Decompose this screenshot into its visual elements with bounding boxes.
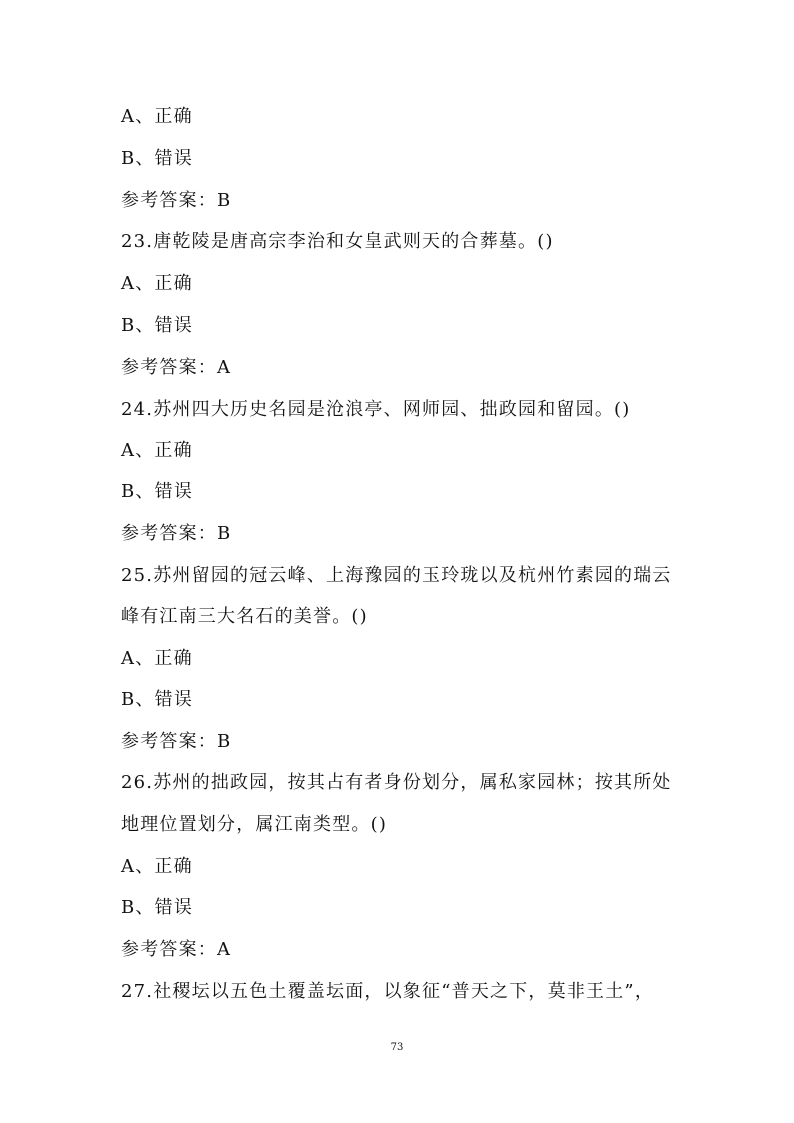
option-a: A、正确 <box>121 106 193 127</box>
page-number: 73 <box>390 1042 404 1053</box>
question-24: 24.苏州四大历史名园是沧浪亭、网师园、拙政园和留园。() <box>121 399 631 420</box>
question-27-line1: 27.社稷坛以五色土覆盖坛面，以象征“普天之下，莫非王土”， <box>121 981 655 1002</box>
answer-line: 参考答案：B <box>121 731 232 752</box>
answer-line: 参考答案：B <box>121 523 232 544</box>
answer-line: 参考答案：B <box>121 190 232 211</box>
option-a: A、正确 <box>121 440 193 461</box>
option-a: A、正确 <box>121 856 193 877</box>
option-b: B、错误 <box>121 315 194 336</box>
option-a: A、正确 <box>121 648 193 669</box>
option-b: B、错误 <box>121 481 194 502</box>
answer-line: 参考答案：A <box>121 357 232 378</box>
option-b: B、错误 <box>121 897 194 918</box>
question-25-line2: 峰有江南三大名石的美誉。() <box>121 606 368 627</box>
question-25-line1: 25.苏州留园的冠云峰、上海豫园的玉玲珑以及杭州竹素园的瑞云 <box>121 565 672 586</box>
answer-line: 参考答案：A <box>121 939 232 960</box>
option-b: B、错误 <box>121 148 194 169</box>
question-26-line1: 26.苏州的拙政园，按其占有者身份划分，属私家园林；按其所处 <box>121 772 672 793</box>
option-b: B、错误 <box>121 689 194 710</box>
question-23: 23.唐乾陵是唐高宗李治和女皇武则天的合葬墓。() <box>121 231 554 252</box>
option-a: A、正确 <box>121 273 193 294</box>
question-26-line2: 地理位置划分，属江南类型。() <box>121 814 388 835</box>
